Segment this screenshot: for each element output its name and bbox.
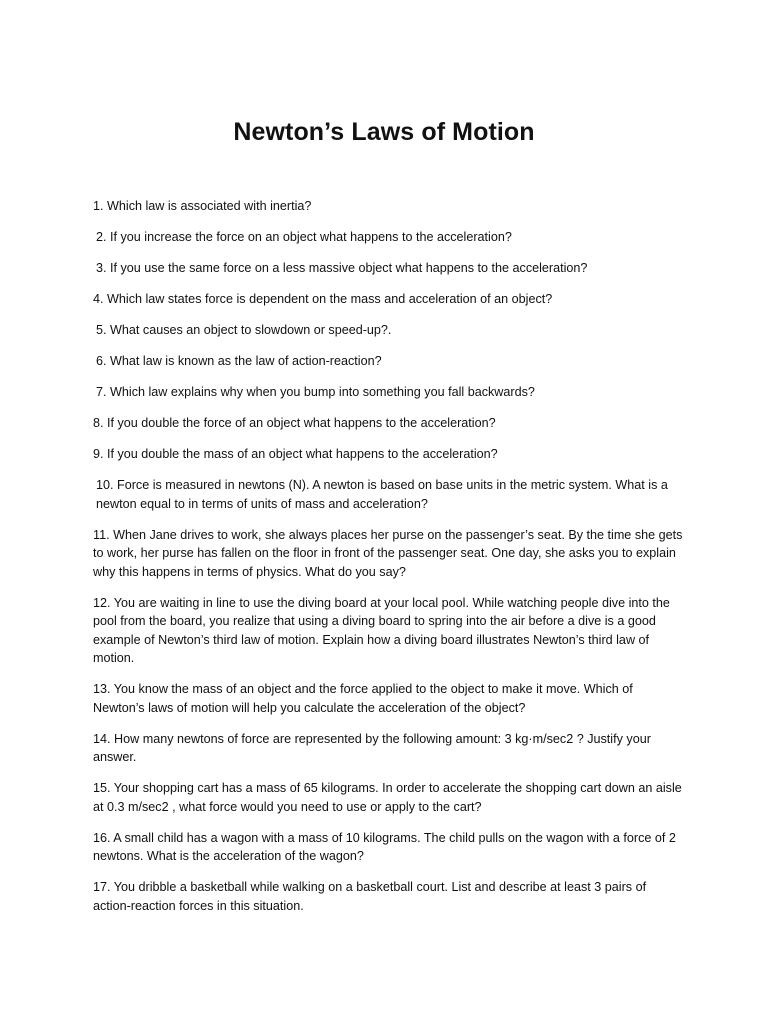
question-7: 7. Which law explains why when you bump into something you fall backwards? [96, 385, 535, 399]
question-8: 8. If you double the force of an object what happens to the acceleration? [93, 416, 496, 430]
question-list [93, 197, 683, 928]
page-title: Newton’s Laws of Motion [233, 118, 535, 146]
question-10: 10. Force is measured in newtons (N). A newton is based on base units in the metric system. What is a newton equal to in terms of units of mass and acceleration? [96, 478, 668, 511]
question-16: 16. A small child has a wagon with a mass of 10 kilograms. The child pulls on the wagon with a force of 2 newtons. What is the acceleration of the wagon? [93, 830, 676, 863]
question-15: 15. Your shopping cart has a mass of 65 kilograms. In order to accelerate the shopping cart down an aisle at 0.3 m/sec2 , what force would you need to use or apply to the cart? [93, 781, 682, 814]
question-13: 13. You know the mass of an object and the force applied to the object to make it move. Which of Newton’s laws of motion will help you calculate the acceleration of the object? [93, 682, 633, 715]
question-14: 14. How many newtons of force are represented by the following amount: 3 kg·m/sec2 ? Justify your answer. [93, 731, 651, 764]
question-3: 3. If you use the same force on a less massive object what happens to the acceleration? [96, 261, 588, 275]
question-1: 1. Which law is associated with inertia? [93, 199, 312, 213]
question-11: 11. When Jane drives to work, she always places her purse on the passenger’s seat. By the time she gets to work, her purse has fallen on the floor in front of the passenger seat. One day, she asks you to explain why this happens in terms of physics. What do you say? [93, 527, 683, 579]
question-17: 17. You dribble a basketball while walking on a basketball court. List and describe at least 3 pairs of action-reaction forces in this situation. [93, 880, 647, 913]
question-12: 12. You are waiting in line to use the diving board at your local pool. While watching people dive into the pool from the board, you realize that using a diving board to spring into the air before a dive is a good example of Newton’s third law of motion. Explain how a diving board illustrates Newton’s third law of motion. [93, 595, 670, 665]
question-6: 6. What law is known as the law of action-reaction? [96, 354, 382, 368]
question-9: 9. If you double the mass of an object what happens to the acceleration? [93, 447, 498, 461]
question-4: 4. Which law states force is dependent on the mass and acceleration of an object? [93, 292, 553, 306]
question-5: 5. What causes an object to slowdown or speed-up?. [96, 323, 392, 337]
question-2: 2. If you increase the force on an object what happens to the acceleration? [96, 230, 512, 244]
